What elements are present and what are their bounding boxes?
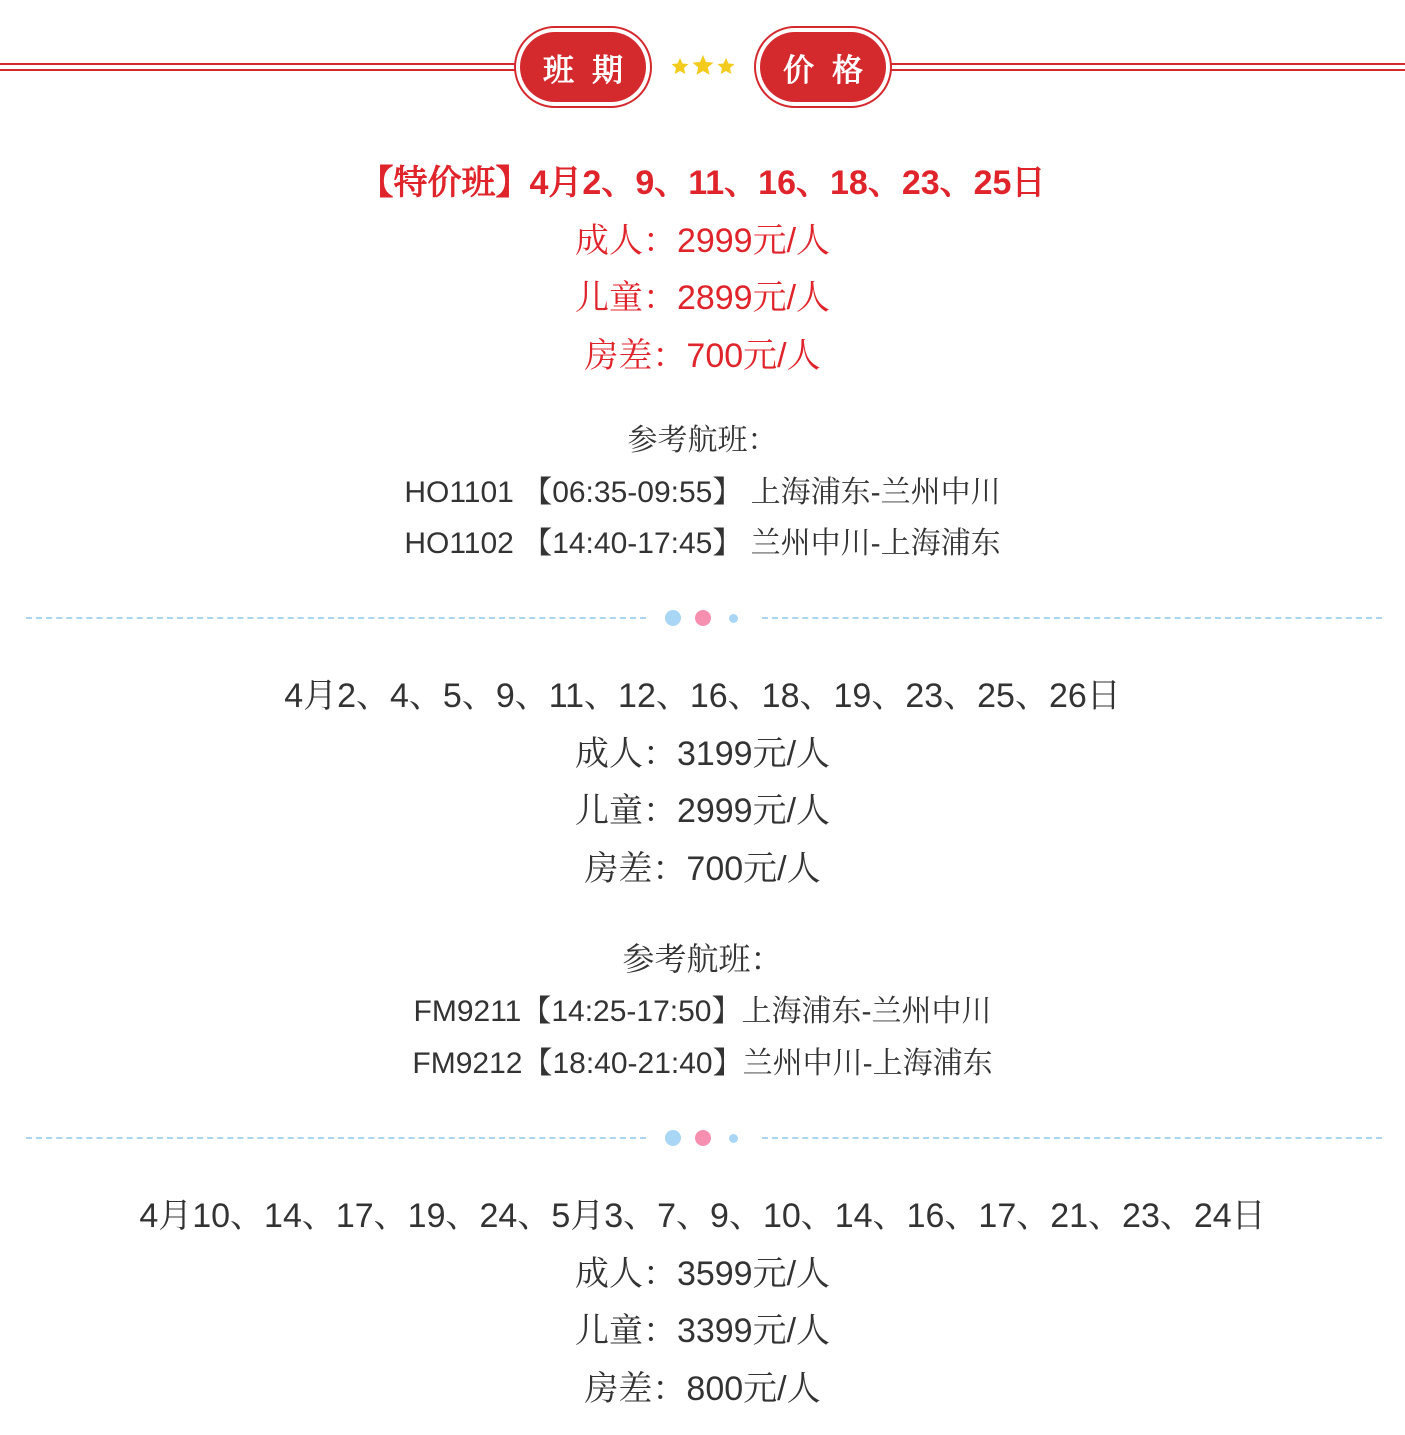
dot-icon <box>695 610 711 626</box>
dot-icon <box>729 614 738 623</box>
section1-title: 【特价班】4月2、9、11、16、18、23、25日 <box>359 164 1046 202</box>
section1-flights-label: 参考航班： <box>627 424 778 457</box>
star-icon <box>718 58 735 74</box>
section1-adult-price: 成人：2999元/人 <box>574 222 831 260</box>
badge-price-char-2: 格 <box>832 52 863 89</box>
section3-dates: 4月10、14、17、19、24、5月3、7、9、10、14、16、17、21、23、24日 <box>139 1197 1266 1235</box>
section3-adult-price: 成人：3599元/人 <box>574 1255 831 1293</box>
badge-price-char-1: 价 <box>783 52 814 89</box>
section2-flights-label: 参考航班： <box>622 941 783 977</box>
section3-room-supplement: 房差：800元/人 <box>584 1370 821 1408</box>
section2-dates: 4月2、4、5、9、11、12、16、18、19、23、25、26日 <box>284 677 1121 715</box>
section2-flight-2: FM9212【18:40-21:40】兰州中川-上海浦东 <box>412 1047 993 1080</box>
section-header <box>0 0 1405 112</box>
dot-icon <box>665 1130 681 1146</box>
section1-flight-2: HO1102 【14:40-17:45】 兰州中川-上海浦东 <box>404 527 1001 560</box>
divider <box>26 1131 1382 1145</box>
badge-schedule-char-2: 期 <box>592 52 623 89</box>
star-icon <box>693 55 714 75</box>
section3-child-price: 儿童：3399元/人 <box>574 1312 831 1350</box>
section2-room-supplement: 房差：700元/人 <box>584 850 821 888</box>
dot-icon <box>729 1134 738 1143</box>
divider <box>26 611 1382 625</box>
badge-schedule <box>514 26 652 108</box>
section1-room-supplement: 房差：700元/人 <box>584 337 821 375</box>
badge-schedule-char-1: 班 <box>543 52 574 89</box>
badge-price <box>754 26 892 108</box>
section1-flight-1: HO1101 【06:35-09:55】 上海浦东-兰州中川 <box>404 476 1001 509</box>
star-icon <box>672 58 689 74</box>
dot-icon <box>665 610 681 626</box>
dot-icon <box>695 1130 711 1146</box>
section2-child-price: 儿童：2999元/人 <box>574 792 831 830</box>
section2-adult-price: 成人：3199元/人 <box>574 735 831 773</box>
section1-child-price: 儿童：2899元/人 <box>574 279 831 317</box>
header-rule-right <box>886 63 1405 72</box>
section2-flight-1: FM9211【14:25-17:50】上海浦东-兰州中川 <box>413 995 992 1028</box>
header-rule-left <box>0 63 520 72</box>
stars-icon <box>668 52 738 80</box>
